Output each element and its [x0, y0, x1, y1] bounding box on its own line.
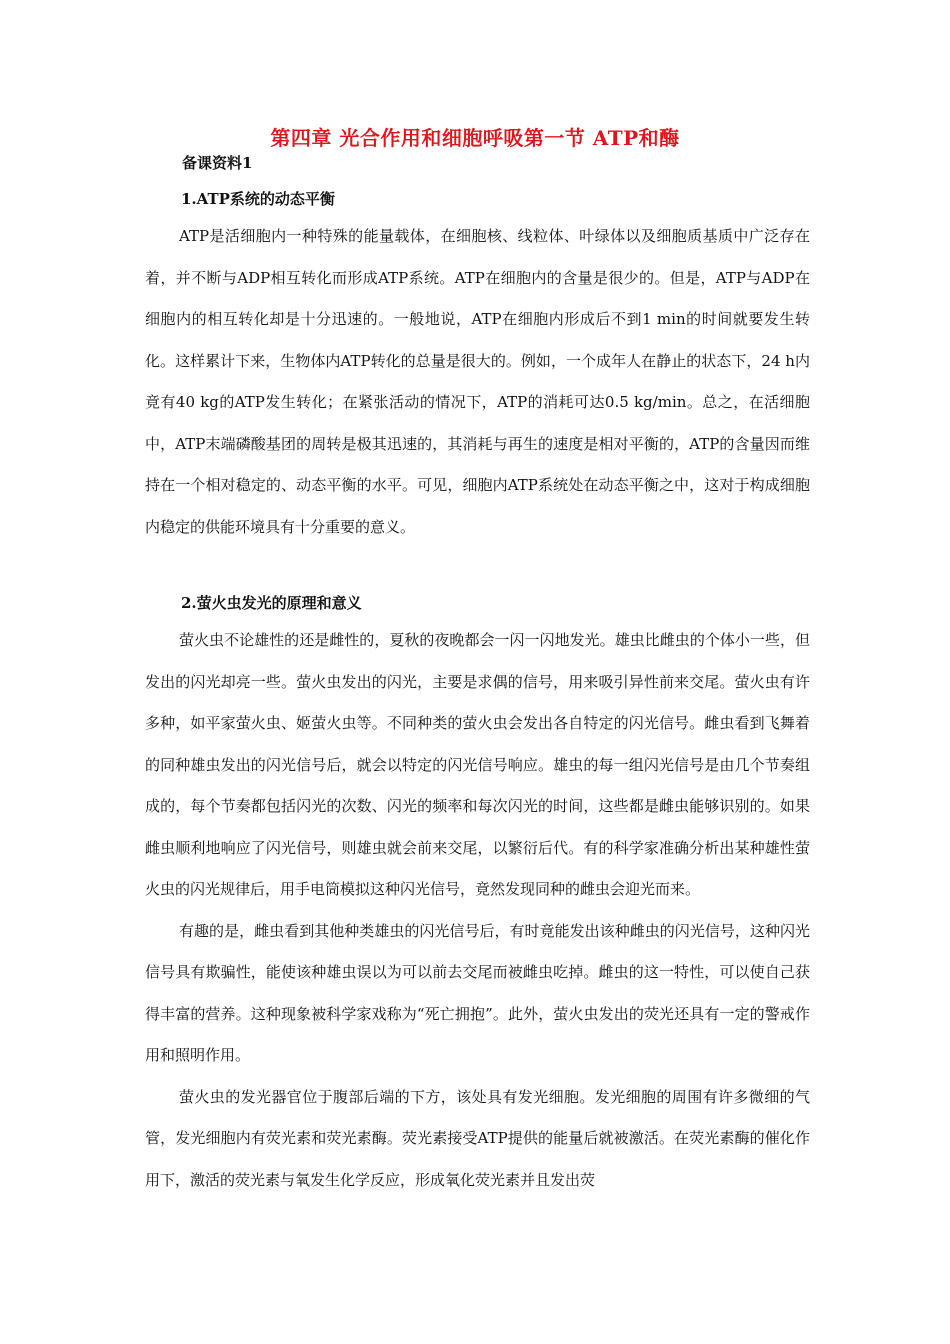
section-firefly — [145, 586, 810, 1201]
section-paragraph: 有趣的是，雌虫看到其他种类雄虫的闪光信号后，有时竟能发出该种雌虫的闪光信号，这种闪光信号具有欺骗性，能使该种雄虫误以为可以前去交尾而被雌虫吃掉。雌虫的这一特性，可以使自己获得丰富的营养。这种现象被科学家戏称为“死亡拥抱”。此外，萤火虫发出的荧光还具有一定的警戒作用和照明作用。 — [145, 921, 810, 1064]
section-heading: 1.ATP系统的动态平衡 — [181, 190, 335, 208]
section-paragraph: 萤火虫不论雄性的还是雌性的，夏秋的夜晚都会一闪一闪地发光。雄虫比雌虫的个体小一些，但发出的闪光却亮一些。萤火虫发出的闪光，主要是求偶的信号，用来吸引异性前来交尾。萤火虫有许多种，如平家萤火虫、姬萤火虫等。不同种类的萤火虫会发出各自特定的闪光信号。雌虫看到飞舞着的同种雄虫发出的闪光信号后，就会以特定的闪光信号响应。雄虫的每一组闪光信号是由几个节奏组成的，每个节奏都包括闪光的次数、闪光的频率和每次闪光的时间，这些都是雌虫能够识别的。如果雌虫顺利地响应了闪光信号，则雄虫就会前来交尾，以繁衍后代。有的科学家准确分析出某种雄性萤火虫的闪光规律后，用手电筒模拟这种闪光信号，竟然发现同种的雌虫会迎光而来。 — [145, 631, 810, 898]
document-title: 第四章 光合作用和细胞呼吸第一节 ATP和酶 — [270, 126, 680, 150]
section-atp-balance — [145, 182, 810, 548]
document-subtitle: 备课资料1 — [182, 154, 253, 172]
section-paragraph: 萤火虫的发光器官位于腹部后端的下方，该处具有发光细胞。发光细胞的周围有许多微细的气管，发光细胞内有荧光素和荧光素酶。荧光素接受ATP提供的能量后就被激活。在荧光素酶的催化作用下，激活的荧光素与氧发生化学反应，形成氧化荧光素并且发出荧 — [145, 1087, 810, 1189]
section-paragraph: ATP是活细胞内一种特殊的能量载体，在细胞核、线粒体、叶绿体以及细胞质基质中广泛存在着，并不断与ADP相互转化而形成ATP系统。ATP在细胞内的含量是很少的。但是，ATP与ADP在细胞内的相互转化却是十分迅速的。一般地说，ATP在细胞内形成后不到1 min的时间就要发生转化。这样累计下来，生物体内ATP转化的总量是很大的。例如，一个成年人在静止的状态下，24 h内竟有40 kg的ATP发生转化；在紧张活动的情况下，ATP的消耗可达0.5 kg/min。总之，在活细胞中，ATP末端磷酸基团的周转是极其迅速的，其消耗与再生的速度是相对平衡的，ATP的含量因而维持在一个相对稳定的、动态平衡的水平。可见，细胞内ATP系统处在动态平衡之中，这对于构成细胞内稳定的供能环境具有十分重要的意义。 — [145, 227, 810, 536]
section-heading: 2.萤火虫发光的原理和意义 — [181, 594, 362, 612]
